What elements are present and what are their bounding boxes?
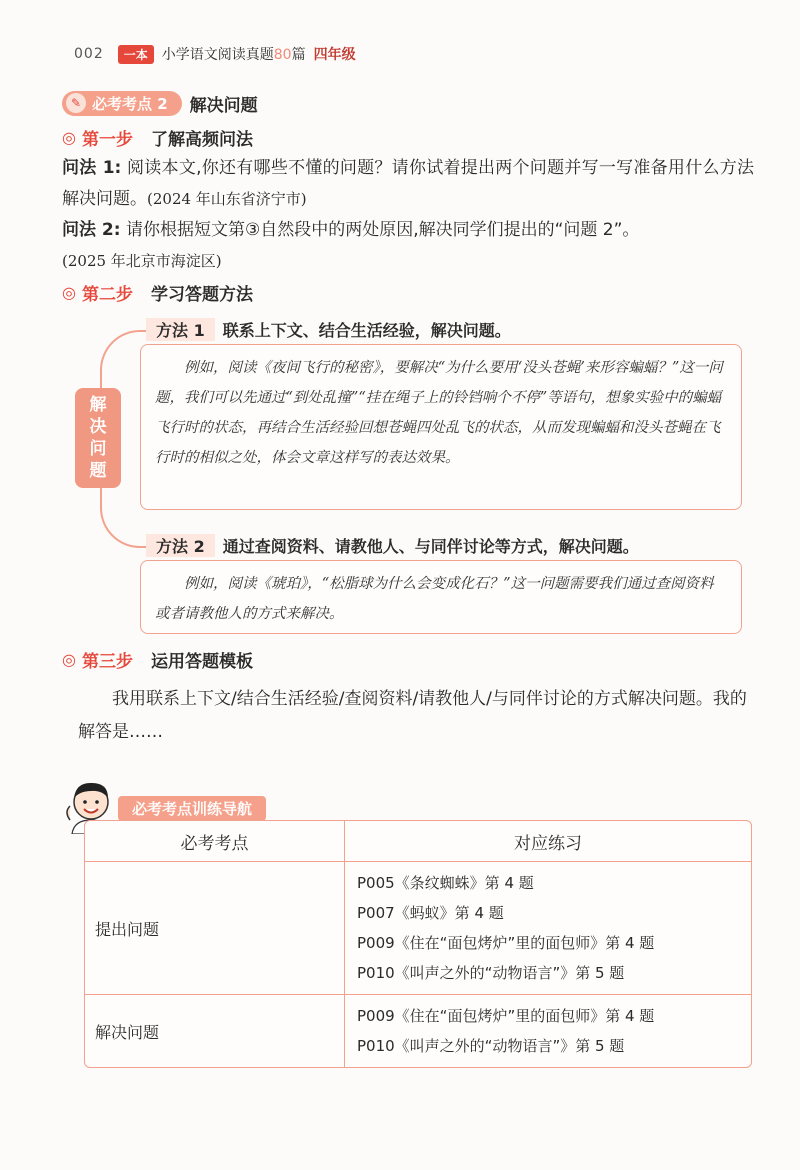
question-1: 问法 1: 阅读本文,你还有哪些不懂的问题？请你试着提出两个问题并写一写准备用什么方法解决问题。(2024 年山东省济宁市) (62, 158, 754, 209)
brand-logo: 一本 (118, 45, 154, 64)
practice-item: P009《住在“面包烤炉”里的面包师》第 4 题 (357, 934, 655, 952)
table-header-row (85, 821, 751, 862)
practice-item: P010《叫声之外的“动物语言”》第 5 题 (357, 1037, 625, 1055)
answer-template: 我用联系上下文/结合生活经验/查阅资料/请教他人/与同伴讨论的方式解决问题。我的解答是…… (78, 689, 747, 742)
column-header-practice: 对应练习 (345, 821, 752, 862)
practice-item: P005《条纹蜘蛛》第 4 题 (357, 874, 534, 892)
row1-point: 提出问题 (85, 862, 345, 995)
practice-item: P007《蚂蚁》第 4 题 (357, 904, 504, 922)
row1-practices (345, 862, 752, 995)
step1-heading: ◎ 第一步 了解高频问法 (62, 127, 253, 150)
section-heading (62, 90, 258, 116)
method2-example: 例如，阅读《琥珀》，“松脂球为什么会变成化石？”这一问题需要我们通过查阅资料或者请教他人的方式来解决。 (140, 560, 742, 634)
ring-icon: ◎ (62, 127, 76, 147)
step3-heading: ◎ 第三步 运用答题模板 (62, 649, 253, 672)
series-title: 小学语文阅读真题80篇 (161, 47, 306, 63)
method2-heading: 方法 2 通过查阅资料、请教他人、与同伴讨论等方式，解决问题。 (146, 532, 639, 558)
practice-item: P009《住在“面包烤炉”里的面包师》第 4 题 (357, 1007, 655, 1025)
grade-label: 四年级 (313, 47, 356, 63)
table-row (85, 862, 751, 995)
table-row (85, 995, 751, 1068)
training-table (84, 820, 752, 1068)
method1-heading: 方法 1 联系上下文、结合生活经验，解决问题。 (146, 316, 511, 342)
question-2: 问法 2: 请你根据短文第③自然段中的两处原因,解决同学们提出的“问题 2”。 (2025 年北京市海淀区) (62, 220, 640, 270)
ring-icon: ◎ (62, 649, 76, 669)
training-nav-tag: 必考考点训练导航 (118, 796, 266, 821)
side-label: 解 决 问 题 (75, 388, 121, 488)
ring-icon: ◎ (62, 282, 76, 302)
section-title: 解决问题 (189, 95, 258, 116)
row2-point: 解决问题 (85, 995, 345, 1068)
page-number: 002 (74, 46, 104, 62)
practice-item: P010《叫声之外的“动物语言”》第 5 题 (357, 964, 625, 982)
column-header-point: 必考考点 (85, 821, 345, 862)
section-tag: ✎ 必考考点 2 (62, 91, 182, 116)
row2-practices (345, 995, 752, 1068)
step2-heading: ◎ 第二步 学习答题方法 (62, 282, 253, 305)
method1-example: 例如，阅读《夜间飞行的秘密》，要解决“为什么要用‘没头苍蝇’来形容蝙蝠？”这一问题，我们可以先通过“到处乱撞”“挂在绳子上的铃铛响个不停”等语句，想象实验中的蝙蝠飞行时的状态，再结合生活经验回想苍蝇四处乱飞的状态，从而发现蝙蝠和没头苍蝇在飞行时的相似之处，体会文章这样写的表达效果。 (140, 344, 742, 510)
pen-icon: ✎ (66, 93, 86, 113)
page-header (74, 40, 356, 68)
